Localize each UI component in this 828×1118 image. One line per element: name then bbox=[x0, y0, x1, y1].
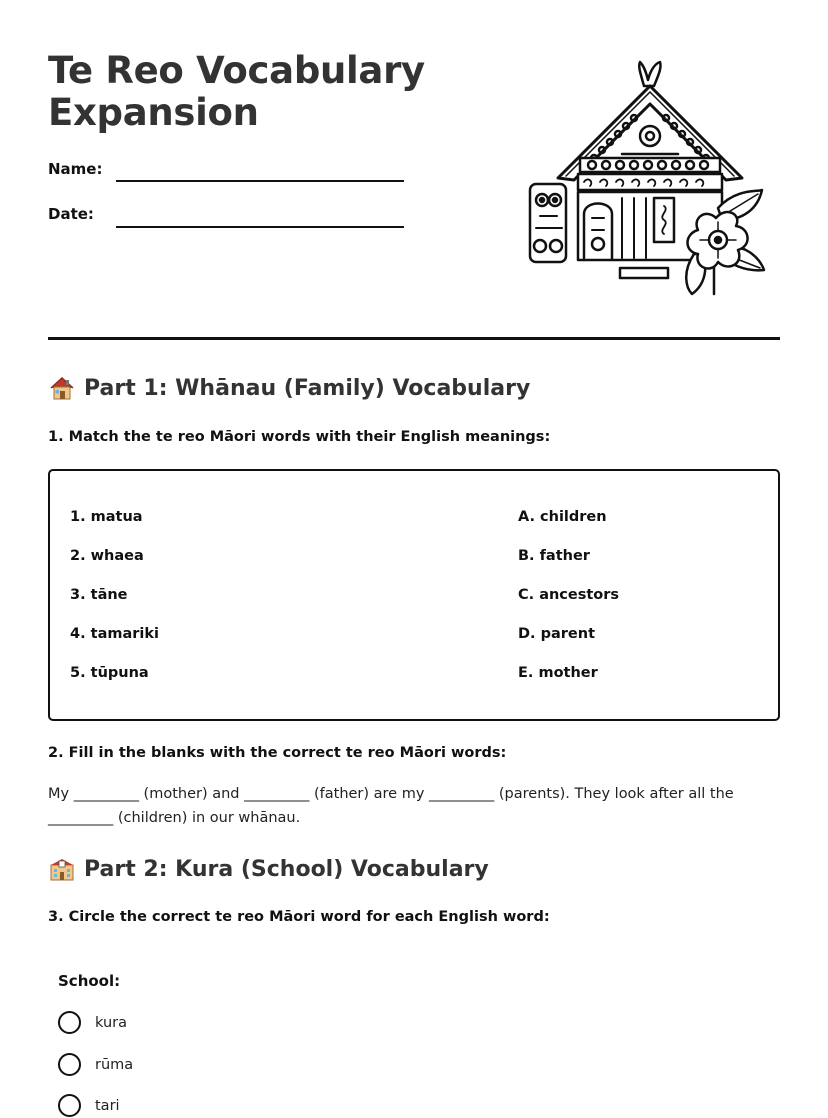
option-tari[interactable] bbox=[58, 1094, 120, 1117]
matching-box bbox=[48, 469, 780, 721]
house-emoji-icon bbox=[48, 374, 76, 402]
section-divider bbox=[48, 337, 780, 340]
option-label: kura bbox=[95, 1014, 127, 1031]
page-title-line-1: Te Reo Vocabulary bbox=[48, 49, 425, 92]
match-left-item[interactable]: 5. tūpuna bbox=[70, 665, 149, 681]
option-label: rūma bbox=[95, 1056, 134, 1073]
match-left-item[interactable]: 1. matua bbox=[70, 509, 143, 525]
fill-in-sentence[interactable]: My _________ (mother) and _________ (father) are my _________ (parents). They look after all the _________ (children) in our whānau. bbox=[48, 786, 734, 826]
date-field[interactable] bbox=[116, 226, 404, 228]
name-label: Name: bbox=[48, 160, 103, 178]
option-label: tari bbox=[95, 1097, 120, 1114]
part1-heading-text: Part 1: Whānau (Family) Vocabulary bbox=[84, 375, 531, 401]
wharenui-tiki-flower-illustration bbox=[522, 58, 770, 298]
option-ruma[interactable] bbox=[58, 1053, 133, 1076]
match-right-item[interactable]: B. father bbox=[518, 548, 590, 564]
match-right-item[interactable]: E. mother bbox=[518, 665, 598, 681]
question-1: 1. Match the te reo Māori words with their English meanings: bbox=[48, 429, 551, 445]
match-left-item[interactable]: 4. tamariki bbox=[70, 626, 159, 642]
match-right-item[interactable]: A. children bbox=[518, 509, 607, 525]
part2-heading-text: Part 2: Kura (School) Vocabulary bbox=[84, 856, 489, 882]
page-title bbox=[48, 50, 425, 134]
part1-heading bbox=[48, 374, 530, 402]
option-group-label-school: School: bbox=[58, 972, 121, 990]
radio-circle-icon[interactable] bbox=[58, 1053, 81, 1076]
question-3: 3. Circle the correct te reo Māori word for each English word: bbox=[48, 909, 550, 925]
school-emoji-icon bbox=[48, 855, 76, 883]
option-kura[interactable] bbox=[58, 1011, 127, 1034]
radio-circle-icon[interactable] bbox=[58, 1011, 81, 1034]
match-left-item[interactable]: 2. whaea bbox=[70, 548, 144, 564]
date-label: Date: bbox=[48, 205, 94, 223]
match-right-item[interactable]: C. ancestors bbox=[518, 587, 620, 603]
name-field[interactable] bbox=[116, 180, 404, 182]
part2-heading bbox=[48, 855, 489, 883]
radio-circle-icon[interactable] bbox=[58, 1094, 81, 1117]
page-title-line-2: Expansion bbox=[48, 91, 259, 134]
match-left-item[interactable]: 3. tāne bbox=[70, 587, 128, 603]
match-right-item[interactable]: D. parent bbox=[518, 626, 595, 642]
question-2: 2. Fill in the blanks with the correct te reo Māori words: bbox=[48, 745, 507, 761]
